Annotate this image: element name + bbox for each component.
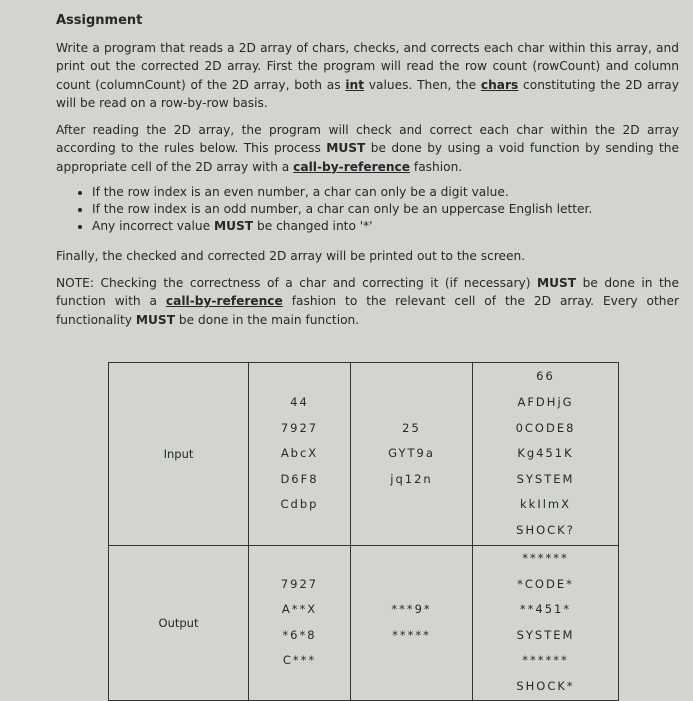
rules-list — [72, 184, 679, 235]
text-int: int — [345, 77, 365, 92]
text-must: MUST — [536, 275, 577, 290]
text-must: MUST — [213, 219, 254, 233]
array-line: Kg451K — [517, 446, 574, 461]
text: After reading the 2D array, the program will check and correct each char within the 2D array according to the rules below. This process — [56, 122, 679, 155]
output-example-2 — [351, 546, 473, 701]
input-example-2 — [351, 363, 473, 546]
array-line: **451* — [519, 602, 572, 617]
text: Write a program that reads a 2D array of chars, checks, and corrects each char within this array, and print out the corrected 2D array. First the program will read the row count (rowCount) and column count (columnCount) of the 2D array, both as — [56, 40, 679, 92]
array-line: 66 — [536, 369, 555, 384]
input-example-3 — [473, 363, 619, 546]
array-line: SYSTEM — [516, 471, 575, 486]
array-line: ***** — [392, 627, 431, 642]
text: be done by using a void function by sending the appropriate cell of the 2D array with a — [56, 141, 679, 174]
array-line: kkIlmX — [520, 497, 571, 512]
output-example-3 — [473, 546, 619, 701]
paragraph-rules-intro — [56, 121, 679, 177]
array-line: 0CODE8 — [515, 420, 576, 435]
array-line: Cdbp — [280, 497, 319, 512]
array-line: ****** — [522, 551, 569, 565]
example-table — [108, 362, 619, 701]
paragraph-note — [56, 274, 679, 330]
text: constituting the 2D array will be read on a row-by-row basis. — [56, 77, 679, 110]
assignment-title: Assignment — [56, 13, 143, 28]
array-line: ****** — [522, 653, 569, 668]
array-line: SHOCK* — [516, 678, 575, 693]
paragraph-output: Finally, the checked and corrected 2D array will be printed out to the screen. — [56, 249, 526, 263]
array-line: AFDHjG — [517, 395, 574, 410]
text-must: MUST — [326, 141, 366, 155]
output-example-1 — [249, 546, 351, 701]
input-example-1 — [249, 363, 351, 546]
array-line: 44 — [290, 395, 309, 410]
text: fashion. — [410, 159, 463, 174]
input-row — [109, 363, 619, 546]
text: fashion to the relevant cell of the 2D array. Every other functionality — [56, 294, 679, 327]
text: Any incorrect value — [92, 219, 214, 233]
paragraph-intro — [56, 39, 679, 113]
array-line: GYT9a — [388, 446, 435, 461]
array-line: AbcX — [280, 446, 319, 461]
array-line: D6F8 — [280, 471, 319, 486]
text-cbr: call-by-reference — [293, 159, 411, 174]
input-label: Input — [109, 363, 249, 546]
text-chars: chars — [480, 77, 519, 92]
array-line: SYSTEM — [516, 627, 575, 642]
array-line: A**X — [281, 602, 318, 617]
array-line: 7927 — [280, 576, 319, 591]
array-line: jq12n — [390, 471, 433, 486]
rule-item — [92, 218, 679, 235]
array-line: *CODE* — [517, 576, 574, 591]
array-line: *6*8 — [282, 627, 317, 642]
array-line: SHOCK? — [516, 522, 575, 537]
text: values. Then, the — [364, 77, 481, 92]
output-row — [109, 546, 619, 701]
text-cbr: call-by-reference — [165, 294, 283, 308]
text: be done in the main function. — [175, 312, 360, 327]
array-line: ***9* — [391, 602, 432, 617]
text: be changed into '*' — [253, 219, 373, 233]
array-line: 7927 — [280, 420, 319, 435]
array-line: 25 — [402, 420, 421, 435]
text: be done in the function with a — [56, 275, 679, 308]
output-label: Output — [109, 546, 249, 701]
text: NOTE: Checking the correctness of a char and correcting it (if necessary) — [56, 275, 537, 290]
rule-item: • If the row index is an even number, a char can only be a digit value. — [92, 184, 679, 201]
assignment-document — [54, 10, 679, 337]
text-must: MUST — [135, 312, 176, 327]
array-line: C*** — [282, 653, 317, 668]
rule-item: • If the row index is an odd number, a char can only be an uppercase English letter. — [92, 201, 679, 218]
